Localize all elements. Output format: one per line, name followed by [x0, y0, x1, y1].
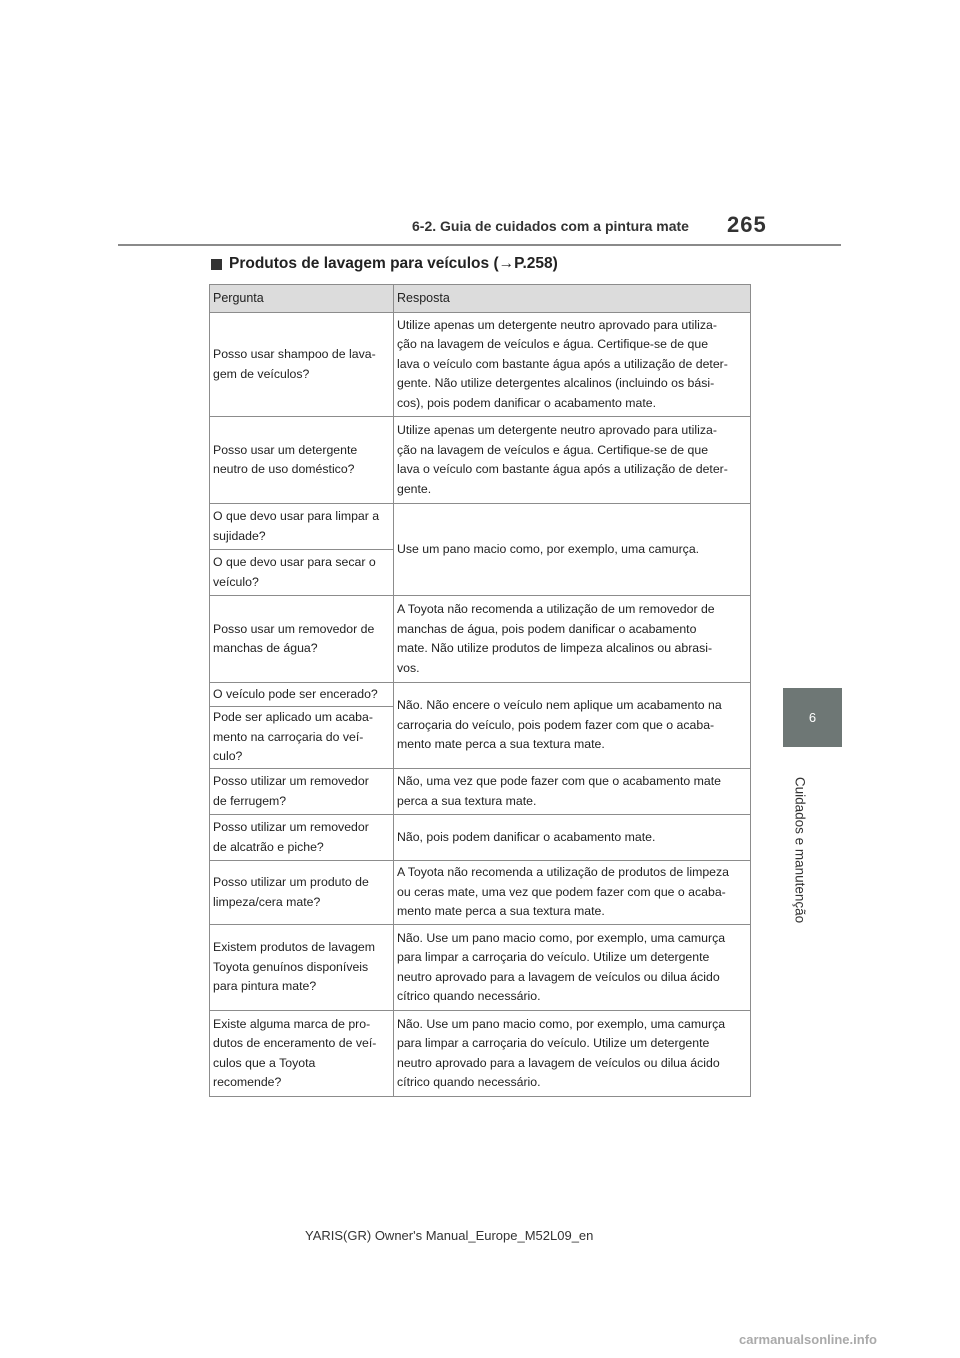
question-cell	[210, 417, 394, 504]
question-cell	[210, 683, 394, 707]
answer-text: A Toyota não recomenda a utilização de um removedor de manchas de água, pois podem danificar o acabamento mate. Não utilize produtos de limpeza alcalinos ou abrasi- vos.	[397, 602, 715, 675]
table-row	[210, 861, 751, 925]
answer-text: Não. Não encere o veículo nem aplique um acabamento na carroçaria do veículo, pois podem fazer com que o acaba- mento mate perca a sua textura mate.	[397, 698, 722, 752]
question-text: Posso utilizar um produto de limpeza/cera mate?	[213, 875, 369, 909]
question-cell	[210, 313, 394, 417]
question-cell	[210, 861, 394, 925]
answer-text: Não. Use um pano macio como, por exemplo, uma camurça para limpar a carroçaria do veículo. Utilize um detergente neutro aprovado para a lavagem de veículos ou dilua ácido cítrico quando necessário.	[397, 930, 726, 1003]
square-bullet-icon	[211, 259, 222, 270]
question-cell	[210, 769, 394, 815]
answer-cell	[394, 683, 751, 769]
table-row	[210, 925, 751, 1011]
question-text: Posso usar um removedor de manchas de água?	[213, 621, 375, 655]
question-cell	[210, 707, 394, 769]
table-row	[210, 769, 751, 815]
table-row	[210, 815, 751, 861]
question-text: Posso usar shampoo de lava- gem de veículos?	[213, 347, 376, 381]
question-text: Posso usar um detergente neutro de uso doméstico?	[213, 442, 358, 476]
qa-table	[209, 284, 751, 1097]
arrow-right-icon: →	[498, 255, 515, 272]
section-title	[211, 255, 558, 273]
chapter-number: 6	[808, 710, 817, 725]
table-row	[210, 596, 751, 683]
question-text: Posso utilizar um removedor de ferrugem?	[213, 774, 369, 808]
table-header-row	[210, 285, 751, 313]
question-cell	[210, 550, 394, 596]
chapter-label	[770, 760, 830, 940]
question-text: O que devo usar para secar o veículo?	[213, 555, 376, 589]
answer-text: Utilize apenas um detergente neutro aprovado para utiliza- ção na lavagem de veículos e água. Certifique-se de que lava o veículo com bastante água após a utilização de deter- gente. Não utilize detergentes alcalinos (incluindo os bási- cos), pois podem danificar o acabamento mate.	[397, 317, 728, 410]
answer-cell	[394, 596, 751, 683]
watermark: carmanualsonline.info	[739, 1332, 877, 1347]
question-text: Existe alguma marca de pro- dutos de enceramento de veí- culos que a Toyota recomende?	[213, 1016, 377, 1089]
answer-cell	[394, 417, 751, 504]
question-cell	[210, 815, 394, 861]
chapter-tab[interactable]	[783, 688, 842, 747]
answer-cell	[394, 925, 751, 1011]
answer-cell	[394, 313, 751, 417]
question-text: Posso utilizar um removedor de alcatrão e piche?	[213, 820, 369, 854]
column-header-answer: Resposta	[394, 285, 751, 313]
question-text: O veículo pode ser encerado?	[213, 686, 378, 701]
answer-cell	[394, 769, 751, 815]
question-text: Existem produtos de lavagem Toyota genuínos disponíveis para pintura mate?	[213, 940, 375, 994]
answer-text: Não. Use um pano macio como, por exemplo, uma camurça para limpar a carroçaria do veículo. Utilize um detergente neutro aprovado para a lavagem de veículos ou dilua ácido cítrico quando necessário.	[397, 1016, 726, 1089]
question-cell	[210, 925, 394, 1011]
question-cell	[210, 504, 394, 550]
question-cell	[210, 596, 394, 683]
question-cell	[210, 1011, 394, 1097]
answer-text: Não, pois podem danificar o acabamento mate.	[397, 829, 656, 844]
page-number: 265	[727, 212, 767, 237]
chapter-label-text: Cuidados e manutenção	[792, 776, 808, 924]
answer-cell	[394, 861, 751, 925]
question-text: O que devo usar para limpar a sujidade?	[213, 509, 380, 543]
table-row	[210, 683, 751, 707]
answer-text: Use um pano macio como, por exemplo, uma camurça.	[397, 541, 700, 556]
table-row	[210, 504, 751, 550]
header-rule	[118, 244, 841, 246]
column-header-question: Pergunta	[210, 285, 394, 313]
answer-text: Utilize apenas um detergente neutro aprovado para utiliza- ção na lavagem de veículos e água. Certifique-se de que lava o veículo com bastante água após a utilização de deter- gente.	[397, 423, 728, 496]
answer-cell	[394, 815, 751, 861]
page-reference-link[interactable]: P.258)	[514, 255, 558, 272]
header-section-title: 6-2. Guia de cuidados com a pintura mate	[412, 218, 689, 234]
answer-text: A Toyota não recomenda a utilização de produtos de limpeza ou ceras mate, uma vez que podem fazer com que o acaba- mento mate perca a sua textura mate.	[397, 865, 730, 919]
table-row	[210, 313, 751, 417]
answer-text: Não, uma vez que pode fazer com que o acabamento mate perca a sua textura mate.	[397, 774, 722, 808]
section-title-text: Produtos de lavagem para veículos (	[229, 255, 499, 272]
answer-cell	[394, 1011, 751, 1097]
answer-cell	[394, 504, 751, 596]
table-row	[210, 1011, 751, 1097]
table-row	[210, 417, 751, 504]
question-text: Pode ser aplicado um acaba- mento na carroçaria do veí- culo?	[213, 710, 373, 764]
footer-manual-id: YARIS(GR) Owner's Manual_Europe_M52L09_en	[305, 1228, 594, 1243]
